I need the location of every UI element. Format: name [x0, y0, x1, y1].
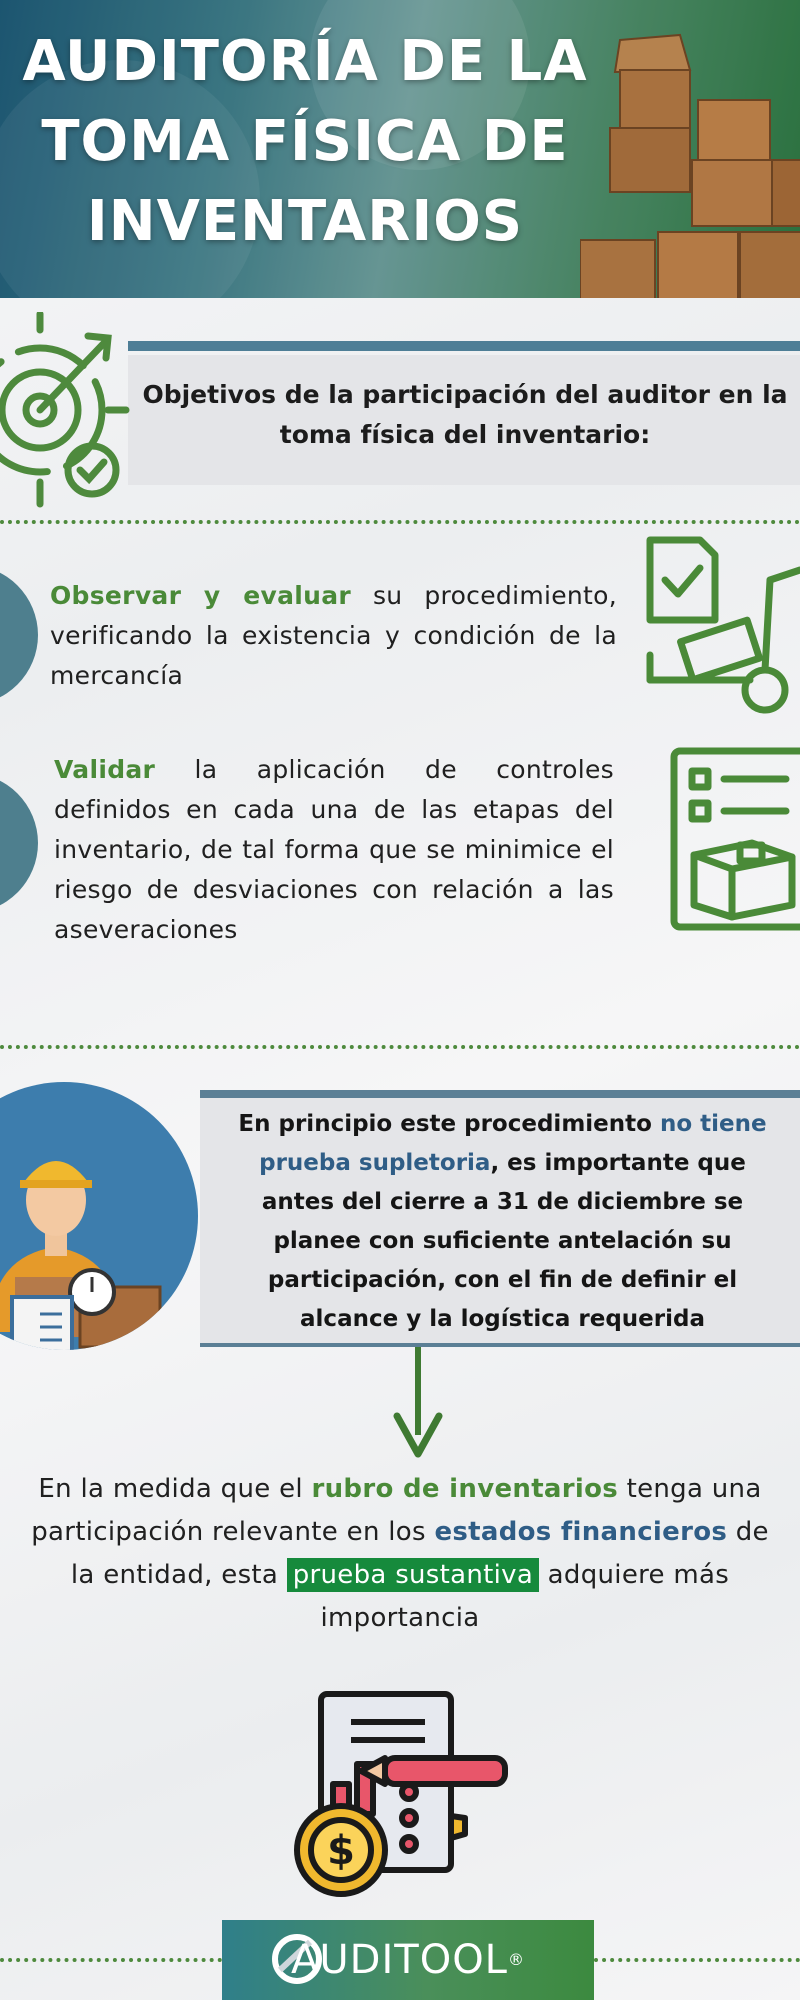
page-title [10, 22, 600, 262]
objective-1-marker [0, 565, 38, 705]
principle-text-after: , es importante que antes del cierre a 31 de diciembre se planee con suficiente antelación su participación, con el fin de definir el alcance y la logística requerida [261, 1150, 746, 1332]
dotted-divider-2 [0, 1045, 800, 1049]
conclusion-highlight-1: rubro de inventarios [311, 1474, 619, 1504]
dotted-divider-right [594, 1958, 800, 1962]
conclusion-part-3: de la entidad, esta [70, 1517, 769, 1590]
principle-text [220, 1105, 785, 1339]
objective-2-marker [0, 773, 38, 913]
objective-1-body: su procedimiento, verificando la existencia y condición de la mercancía [50, 581, 617, 690]
objective-1-highlight: Observar y evaluar [50, 581, 352, 610]
objectives-banner-bar [128, 341, 800, 351]
principle-text-before: En principio este procedimiento [238, 1111, 660, 1137]
footer-logo[interactable] [222, 1938, 594, 1982]
objective-1-text [50, 576, 617, 696]
conclusion-highlight-3: prueba sustantiva [287, 1558, 539, 1592]
footer-logo-text: AUDITOOL [291, 1937, 508, 1983]
conclusion-text [20, 1468, 780, 1640]
dollar-sign-icon: $ [327, 1828, 355, 1874]
objective-2-text [54, 750, 614, 950]
objective-2-body: la aplicación de controles definidos en cada una de las etapas del inventario, de tal forma que se minimice el riesgo de desviaciones con relación a las aseveraciones [54, 755, 614, 944]
down-arrow-icon [393, 1410, 443, 1460]
title-line-1: AUDITORÍA DE LA [22, 29, 588, 94]
finance-report-icon [285, 1688, 515, 1898]
dotted-divider-left [0, 1958, 222, 1962]
principle-highlight: no tiene prueba supletoria [259, 1111, 767, 1176]
conclusion-part-4: adquiere más importancia [320, 1560, 730, 1633]
dotted-divider-1 [0, 520, 800, 524]
footer-logo-mark: ® [507, 1950, 525, 1969]
conclusion-highlight-2: estados financieros [434, 1517, 728, 1547]
worker-illustration [0, 1082, 198, 1350]
principle-banner-top-bar [200, 1090, 800, 1098]
principle-banner-bottom-bar [200, 1343, 800, 1347]
title-line-3: INVENTARIOS [86, 189, 524, 254]
target-icon [0, 312, 150, 512]
clipboard-handtruck-icon [640, 530, 800, 720]
worker-figure [0, 1082, 198, 1350]
objectives-heading: Objetivos de la participación del auditor en la toma física del inventario: [142, 380, 788, 449]
conclusion-part-1: En la medida que el [38, 1474, 312, 1504]
conclusion-part-2: tenga una participación relevante en los [31, 1474, 762, 1547]
objective-2-highlight: Validar [54, 755, 156, 784]
header-banner [0, 0, 800, 298]
checklist-box-icon [668, 745, 800, 935]
title-line-2: TOMA FÍSICA DE [41, 109, 569, 174]
boxes-stack-icon [580, 10, 800, 298]
